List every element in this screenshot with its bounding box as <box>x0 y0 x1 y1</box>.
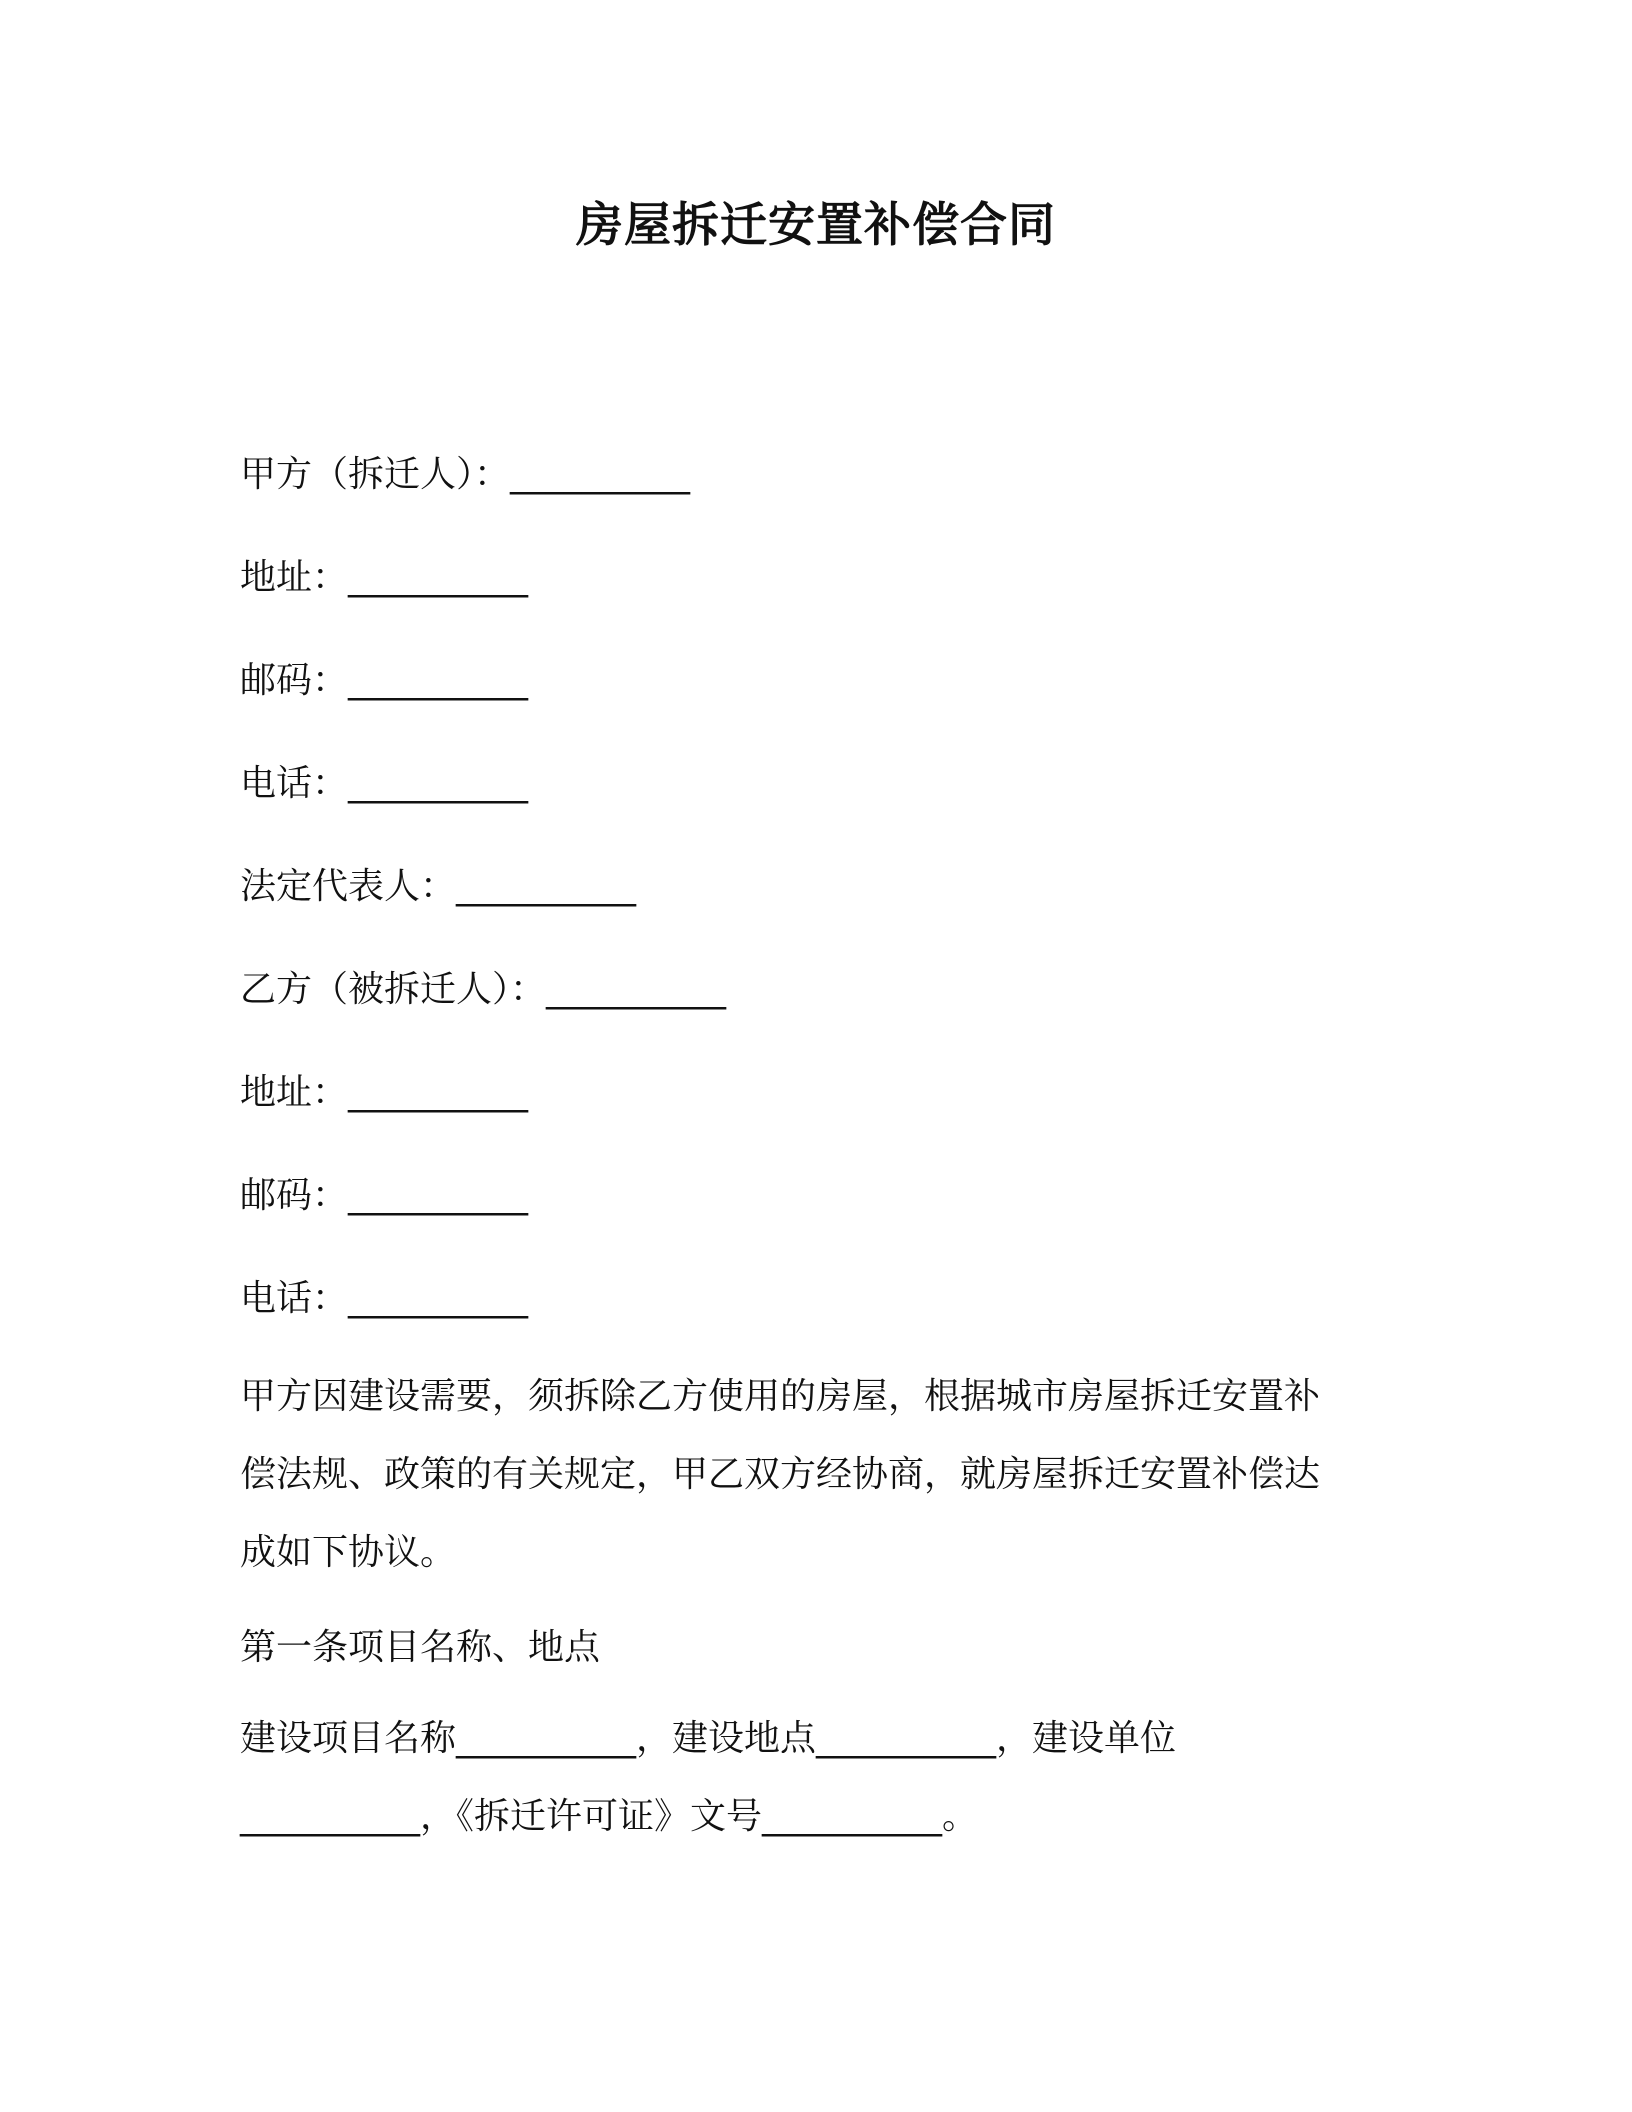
party-a-address-line: 地址：__________ <box>240 557 529 598</box>
party-b-address-line: 地址：__________ <box>240 1072 529 1113</box>
document-title: 房屋拆迁安置补偿合同 <box>576 198 1056 253</box>
preamble-line: 成如下协议。 <box>240 1532 457 1573</box>
party-a-postcode-line: 邮码：__________ <box>240 660 529 701</box>
party-a-legal-rep-line: 法定代表人：__________ <box>240 866 637 907</box>
preamble-line: 偿法规、政策的有关规定，甲乙双方经协商，就房屋拆迁安置补偿达 <box>240 1454 1321 1495</box>
party-b-name-line: 乙方（被拆迁人）：__________ <box>240 969 727 1010</box>
preamble-paragraph <box>240 1358 1360 1592</box>
preamble-line: 甲方因建设需要，须拆除乙方使用的房屋，根据城市房屋拆迁安置补 <box>240 1376 1321 1417</box>
article-1-line: __________，《拆迁许可证》文号__________。 <box>240 1796 979 1837</box>
party-a-phone-line: 电话：__________ <box>240 763 529 804</box>
article-1-heading: 第一条项目名称、地点 <box>240 1627 601 1668</box>
article-1-body <box>240 1700 1360 1856</box>
party-b-postcode-line: 邮码：__________ <box>240 1175 529 1216</box>
article-1-line: 建设项目名称__________，建设地点__________，建设单位 <box>240 1718 1177 1759</box>
party-b-phone-line: 电话：__________ <box>240 1278 529 1319</box>
party-a-name-line: 甲方（拆迁人）：__________ <box>240 454 691 495</box>
